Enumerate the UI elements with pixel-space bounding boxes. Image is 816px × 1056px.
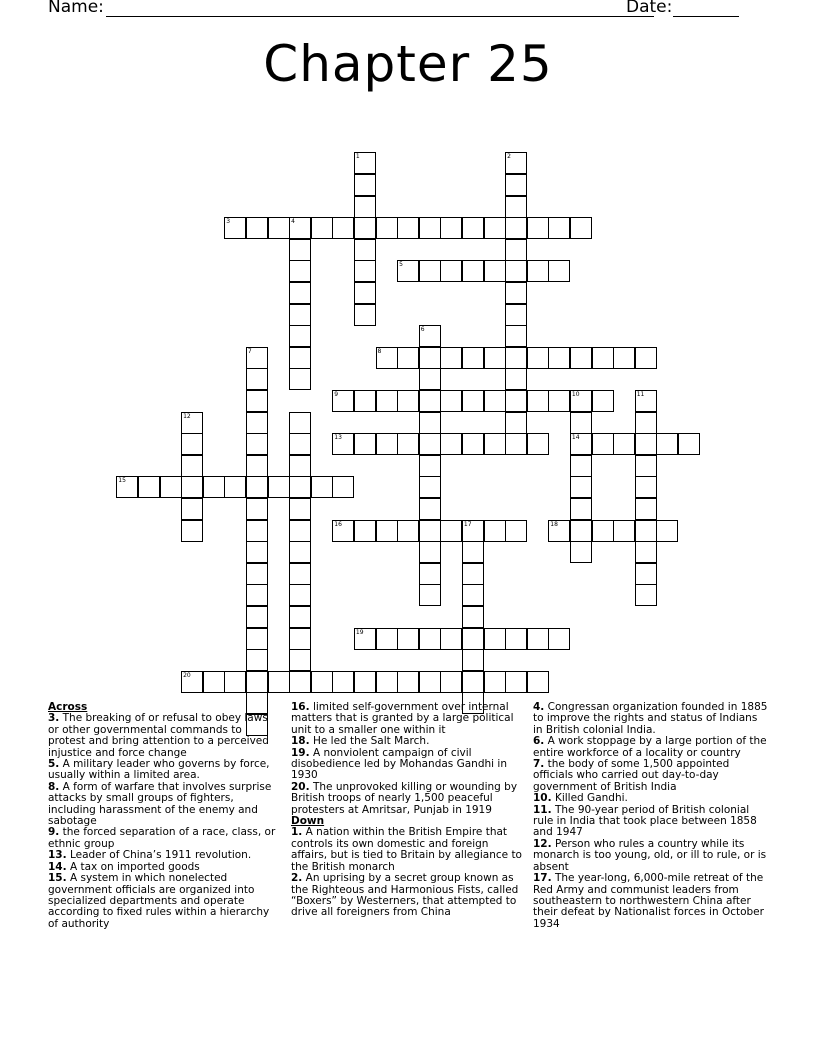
crossword-cell[interactable] bbox=[548, 628, 570, 650]
clue-text: An uprising by a secret group known as the Righteous and Harmonious Fists, called “Boxers” by Westerners, that attempted to drive all foreigners from China bbox=[291, 872, 519, 919]
clue-number-label: 7. bbox=[533, 758, 545, 771]
crossword-cell[interactable] bbox=[332, 520, 354, 542]
crossword-cell[interactable] bbox=[440, 520, 462, 542]
crossword-cell[interactable] bbox=[505, 368, 527, 390]
crossword-cell[interactable] bbox=[419, 433, 441, 455]
crossword-cell[interactable] bbox=[592, 347, 614, 369]
clue-number-label: 2. bbox=[291, 872, 303, 885]
crossword-cell[interactable] bbox=[484, 347, 506, 369]
clue-text: Congressan organization founded in 1885 to improve the rights and status of Indians in British colonial India. bbox=[533, 701, 768, 736]
crossword-cell[interactable] bbox=[462, 520, 484, 542]
clue-item bbox=[48, 873, 280, 930]
crossword-cell[interactable] bbox=[440, 260, 462, 282]
clue-number: 7 bbox=[247, 347, 252, 355]
crossword-cell[interactable] bbox=[548, 390, 570, 412]
crossword-cell[interactable] bbox=[484, 433, 506, 455]
crossword-cell[interactable] bbox=[613, 520, 635, 542]
clue-number: 3 bbox=[226, 218, 231, 226]
crossword-cell[interactable] bbox=[181, 671, 203, 693]
clue-number: 10 bbox=[571, 391, 580, 398]
clue-item bbox=[533, 702, 768, 736]
crossword-cell[interactable] bbox=[181, 520, 203, 542]
crossword-cell[interactable] bbox=[181, 412, 203, 434]
crossword-cell[interactable] bbox=[289, 239, 311, 261]
clues-column-2 bbox=[291, 702, 523, 919]
crossword-cell[interactable] bbox=[354, 520, 376, 542]
crossword-cell[interactable] bbox=[548, 217, 570, 239]
crossword-cell[interactable] bbox=[570, 541, 592, 563]
crossword-cell[interactable] bbox=[354, 239, 376, 261]
crossword-cell[interactable] bbox=[289, 368, 311, 390]
crossword-cell[interactable] bbox=[246, 649, 268, 671]
crossword-cell[interactable] bbox=[289, 563, 311, 585]
crossword-cell[interactable] bbox=[246, 628, 268, 650]
crossword-cell[interactable] bbox=[462, 563, 484, 585]
crossword-cell[interactable] bbox=[548, 520, 570, 542]
crossword-cell[interactable] bbox=[289, 347, 311, 369]
crossword-cell[interactable] bbox=[462, 606, 484, 628]
clue-text: A nation within the British Empire that controls its own domestic and foreign affairs, but is tied to Britain by allegiance to the British monarch bbox=[291, 826, 522, 873]
crossword-cell[interactable] bbox=[635, 455, 657, 477]
crossword-cell[interactable] bbox=[635, 433, 657, 455]
crossword-cell[interactable] bbox=[505, 196, 527, 218]
clue-text: A tax on imported goods bbox=[69, 860, 200, 873]
clue-number-label: 1. bbox=[291, 826, 303, 839]
crossword-cell[interactable] bbox=[419, 347, 441, 369]
crossword-cell[interactable] bbox=[203, 476, 225, 498]
crossword-cell[interactable] bbox=[462, 433, 484, 455]
clue-text: The year-long, 6,000-mile retreat of the Red Army and communist leaders from southeastern to northwestern China after their defeat by Nationalist forces in October 1934 bbox=[533, 872, 764, 930]
clues-column-3 bbox=[533, 702, 768, 930]
clue-number-label: 14. bbox=[48, 860, 67, 873]
crossword-cell[interactable] bbox=[419, 584, 441, 606]
crossword-cell[interactable] bbox=[570, 390, 592, 412]
crossword-cell[interactable] bbox=[376, 217, 398, 239]
crossword-cell[interactable] bbox=[484, 260, 506, 282]
crossword-cell[interactable] bbox=[246, 541, 268, 563]
crossword-cell[interactable] bbox=[289, 304, 311, 326]
crossword-cell[interactable] bbox=[548, 260, 570, 282]
crossword-cell[interactable] bbox=[289, 260, 311, 282]
crossword-cell[interactable] bbox=[354, 433, 376, 455]
clue-number: 14 bbox=[571, 434, 580, 442]
clue-text: A form of warfare that involves surprise attacks by small groups of fighters, including harassment of the enemy and sabotage bbox=[48, 780, 272, 828]
crossword-cell[interactable] bbox=[462, 628, 484, 650]
crossword-cell[interactable] bbox=[289, 412, 311, 434]
crossword-cell[interactable] bbox=[397, 260, 419, 282]
clue-number: 15 bbox=[118, 477, 126, 485]
clue-text: Person who rules a country while its monarch is too young, old, or ill to rule, or is absent bbox=[533, 837, 767, 873]
clues-column-1 bbox=[48, 702, 280, 930]
crossword-cell[interactable] bbox=[635, 584, 657, 606]
clue-item bbox=[533, 736, 768, 759]
crossword-cell[interactable] bbox=[440, 390, 462, 412]
crossword-cell[interactable] bbox=[440, 217, 462, 239]
crossword-cell[interactable] bbox=[505, 628, 527, 650]
clue-item bbox=[291, 782, 523, 816]
crossword-cell[interactable] bbox=[203, 671, 225, 693]
clue-number: 17 bbox=[463, 520, 472, 528]
clue-item bbox=[48, 827, 280, 850]
crossword-cell[interactable] bbox=[505, 520, 527, 542]
crossword-cell[interactable] bbox=[354, 282, 376, 304]
crossword-cell[interactable] bbox=[462, 671, 484, 693]
crossword-cell[interactable] bbox=[332, 476, 354, 498]
crossword-cell[interactable] bbox=[527, 260, 549, 282]
crossword-cell[interactable] bbox=[224, 476, 246, 498]
date-label: Date: bbox=[626, 0, 673, 17]
crossword-cell[interactable] bbox=[311, 476, 333, 498]
clue-text: The 90-year period of British colonial rule in India that took place between 1858 and 1947 bbox=[533, 803, 757, 839]
clue-text: A work stoppage by a large portion of the entire workforce of a locality or country bbox=[533, 735, 767, 759]
crossword-cell[interactable] bbox=[246, 498, 268, 520]
name-label: Name: bbox=[48, 0, 104, 17]
crossword-cell[interactable] bbox=[419, 217, 441, 239]
clue-number: 20 bbox=[183, 671, 191, 679]
clue-number-label: 6. bbox=[533, 735, 545, 748]
crossword-cell[interactable] bbox=[376, 671, 398, 693]
crossword-cell[interactable] bbox=[289, 455, 311, 477]
crossword-cell[interactable] bbox=[419, 368, 441, 390]
crossword-cell[interactable] bbox=[246, 455, 268, 477]
crossword-cell[interactable] bbox=[397, 520, 419, 542]
crossword-cell[interactable] bbox=[289, 498, 311, 520]
clue-number: 1 bbox=[355, 153, 360, 161]
clue-number: 13 bbox=[334, 434, 342, 442]
crossword-cell[interactable] bbox=[570, 520, 592, 542]
crossword-cell[interactable] bbox=[505, 152, 527, 174]
crossword-cell[interactable] bbox=[354, 628, 376, 650]
clue-text: the body of some 1,500 appointed officials who carried out day-to-day government of British India bbox=[533, 758, 730, 793]
clue-number-label: 5. bbox=[48, 758, 60, 771]
clue-number: 18 bbox=[550, 520, 558, 528]
crossword-cell[interactable] bbox=[592, 390, 614, 412]
crossword-cell[interactable] bbox=[462, 217, 484, 239]
crossword-cell[interactable] bbox=[419, 671, 441, 693]
crossword-cell[interactable] bbox=[397, 347, 419, 369]
crossword-cell[interactable] bbox=[484, 520, 506, 542]
crossword-cell[interactable] bbox=[268, 476, 290, 498]
crossword-cell[interactable] bbox=[246, 606, 268, 628]
crossword-cell[interactable] bbox=[289, 606, 311, 628]
clue-number-label: 3. bbox=[48, 712, 60, 725]
crossword-cell[interactable] bbox=[440, 628, 462, 650]
crossword-cell[interactable] bbox=[246, 390, 268, 412]
crossword-cell[interactable] bbox=[462, 649, 484, 671]
crossword-cell[interactable] bbox=[505, 282, 527, 304]
crossword-cell[interactable] bbox=[160, 476, 182, 498]
crossword-cell[interactable] bbox=[138, 476, 160, 498]
crossword-cell[interactable] bbox=[332, 433, 354, 455]
crossword-cell[interactable] bbox=[527, 390, 549, 412]
crossword-cell[interactable] bbox=[246, 563, 268, 585]
crossword-cell[interactable] bbox=[527, 217, 549, 239]
crossword-cell[interactable] bbox=[224, 217, 246, 239]
crossword-cell[interactable] bbox=[484, 671, 506, 693]
crossword-cell[interactable] bbox=[246, 412, 268, 434]
clue-item bbox=[533, 805, 768, 839]
crossword-cell[interactable] bbox=[484, 390, 506, 412]
crossword-cell[interactable] bbox=[419, 563, 441, 585]
crossword-cell[interactable] bbox=[419, 390, 441, 412]
clue-text: Leader of China’s 1911 revolution. bbox=[69, 849, 252, 862]
clue-number-label: 15. bbox=[48, 872, 67, 885]
crossword-cell[interactable] bbox=[289, 217, 311, 239]
crossword-cell[interactable] bbox=[397, 433, 419, 455]
clue-text: He led the Salt March. bbox=[312, 735, 430, 748]
crossword-cell[interactable] bbox=[656, 520, 678, 542]
crossword-cell[interactable] bbox=[635, 520, 657, 542]
crossword-cell[interactable] bbox=[289, 671, 311, 693]
crossword-cell[interactable] bbox=[376, 390, 398, 412]
crossword-cell[interactable] bbox=[419, 628, 441, 650]
crossword-cell[interactable] bbox=[181, 433, 203, 455]
crossword-cell[interactable] bbox=[268, 217, 290, 239]
crossword-cell[interactable] bbox=[462, 347, 484, 369]
crossword-cell[interactable] bbox=[289, 584, 311, 606]
crossword-cell[interactable] bbox=[570, 476, 592, 498]
crossword-cell[interactable] bbox=[246, 671, 268, 693]
crossword-cell[interactable] bbox=[419, 325, 441, 347]
clue-item bbox=[48, 782, 280, 828]
crossword-cell[interactable] bbox=[289, 541, 311, 563]
clue-item bbox=[291, 748, 523, 782]
crossword-cell[interactable] bbox=[440, 347, 462, 369]
crossword-cell[interactable] bbox=[246, 347, 268, 369]
crossword-cell[interactable] bbox=[246, 368, 268, 390]
clue-number-label: 13. bbox=[48, 849, 67, 862]
crossword-cell[interactable] bbox=[332, 671, 354, 693]
crossword-cell[interactable] bbox=[224, 671, 246, 693]
crossword-cell[interactable] bbox=[592, 520, 614, 542]
crossword-cell[interactable] bbox=[397, 217, 419, 239]
crossword-cell[interactable] bbox=[332, 390, 354, 412]
crossword-cell[interactable] bbox=[570, 455, 592, 477]
clue-text: A nonviolent campaign of civil disobedience led by Mohandas Gandhi in 1930 bbox=[291, 746, 507, 782]
clue-number: 2 bbox=[507, 153, 511, 161]
crossword-cell[interactable] bbox=[635, 412, 657, 434]
crossword-cell[interactable] bbox=[419, 260, 441, 282]
crossword-cell[interactable] bbox=[592, 433, 614, 455]
crossword-cell[interactable] bbox=[484, 628, 506, 650]
crossword-cell[interactable] bbox=[419, 476, 441, 498]
crossword-cell[interactable] bbox=[332, 217, 354, 239]
clue-number-label: 20. bbox=[291, 780, 310, 793]
crossword-cell[interactable] bbox=[570, 412, 592, 434]
crossword-cell[interactable] bbox=[570, 433, 592, 455]
clue-number-label: 10. bbox=[533, 792, 552, 805]
crossword-cell[interactable] bbox=[613, 433, 635, 455]
crossword-cell[interactable] bbox=[397, 671, 419, 693]
clue-text: Killed Gandhi. bbox=[554, 792, 628, 805]
crossword-cell[interactable] bbox=[419, 412, 441, 434]
clue-item bbox=[291, 873, 523, 919]
crossword-cell[interactable] bbox=[462, 390, 484, 412]
clue-number-label: 18. bbox=[291, 735, 310, 748]
crossword-cell[interactable] bbox=[548, 347, 570, 369]
crossword-cell[interactable] bbox=[656, 433, 678, 455]
clue-text: A military leader who governs by force, usually within a limited area. bbox=[48, 758, 270, 782]
crossword-cell[interactable] bbox=[419, 498, 441, 520]
clue-text: the forced separation of a race, class, or ethnic group bbox=[48, 826, 276, 850]
clue-item bbox=[533, 839, 768, 873]
clue-text: The unprovoked killing or wounding by British troops of nearly 1,500 peaceful protesters at Amritsar, Punjab in 1919 bbox=[291, 780, 518, 816]
crossword-cell[interactable] bbox=[419, 520, 441, 542]
crossword-cell[interactable] bbox=[397, 628, 419, 650]
page-title: Chapter 25 bbox=[263, 35, 553, 93]
crossword-cell[interactable] bbox=[505, 671, 527, 693]
crossword-cell[interactable] bbox=[505, 239, 527, 261]
clue-number: 8 bbox=[377, 347, 382, 355]
clue-number-label: 17. bbox=[533, 872, 552, 885]
crossword-cell[interactable] bbox=[246, 476, 268, 498]
clue-number: 4 bbox=[291, 218, 295, 226]
crossword-cell[interactable] bbox=[354, 196, 376, 218]
clue-number-label: 12. bbox=[533, 837, 552, 850]
crossword-cell[interactable] bbox=[181, 498, 203, 520]
crossword-cell[interactable] bbox=[419, 541, 441, 563]
crossword-cell[interactable] bbox=[484, 217, 506, 239]
clue-item bbox=[291, 702, 523, 736]
crossword-cell[interactable] bbox=[289, 649, 311, 671]
crossword-cell[interactable] bbox=[613, 347, 635, 369]
crossword-cell[interactable] bbox=[246, 584, 268, 606]
crossword-cell[interactable] bbox=[635, 347, 657, 369]
crossword-cell[interactable] bbox=[505, 412, 527, 434]
clue-number-label: 9. bbox=[48, 826, 60, 839]
crossword-cell[interactable] bbox=[505, 304, 527, 326]
crossword-cell[interactable] bbox=[462, 260, 484, 282]
crossword-cell[interactable] bbox=[354, 390, 376, 412]
clue-item bbox=[48, 759, 280, 782]
crossword-cell[interactable] bbox=[635, 390, 657, 412]
crossword-cell[interactable] bbox=[505, 390, 527, 412]
crossword-cell[interactable] bbox=[570, 498, 592, 520]
crossword-cell[interactable] bbox=[289, 433, 311, 455]
crossword-cell[interactable] bbox=[678, 433, 700, 455]
crossword-cell[interactable] bbox=[505, 325, 527, 347]
crossword-cell[interactable] bbox=[116, 476, 138, 498]
crossword-cell[interactable] bbox=[635, 563, 657, 585]
crossword-cell[interactable] bbox=[289, 325, 311, 347]
crossword-cell[interactable] bbox=[527, 347, 549, 369]
crossword-cell[interactable] bbox=[268, 671, 290, 693]
clue-number: 6 bbox=[420, 326, 425, 334]
crossword-cell[interactable] bbox=[505, 217, 527, 239]
crossword-cell[interactable] bbox=[354, 304, 376, 326]
clue-number-label: 19. bbox=[291, 746, 310, 759]
crossword-cell[interactable] bbox=[376, 347, 398, 369]
crossword-cell[interactable] bbox=[181, 476, 203, 498]
clue-number-label: 11. bbox=[533, 803, 552, 816]
crossword-cell[interactable] bbox=[289, 520, 311, 542]
clue-item bbox=[533, 759, 768, 793]
crossword-cell[interactable] bbox=[505, 260, 527, 282]
crossword-cell[interactable] bbox=[419, 455, 441, 477]
crossword-cell[interactable] bbox=[462, 584, 484, 606]
crossword-cell[interactable] bbox=[246, 433, 268, 455]
clue-item bbox=[48, 713, 280, 759]
crossword-cell[interactable] bbox=[635, 541, 657, 563]
clue-text: limited self-government over internal matters that is granted by a large political unit to a smaller one within it bbox=[291, 701, 514, 736]
clue-number: 12 bbox=[183, 412, 191, 420]
clue-text: The breaking of or refusal to obey laws or other governmental commands to protest and bring attention to a perceived injustice and force change bbox=[48, 712, 269, 759]
crossword-cell[interactable] bbox=[354, 152, 376, 174]
clue-number: 19 bbox=[355, 628, 364, 636]
crossword-cell[interactable] bbox=[505, 174, 527, 196]
crossword-cell[interactable] bbox=[505, 347, 527, 369]
crossword-cell[interactable] bbox=[527, 671, 549, 693]
clue-number: 16 bbox=[334, 520, 342, 528]
crossword-cell[interactable] bbox=[527, 628, 549, 650]
clue-number: 5 bbox=[399, 261, 403, 269]
crossword-cell[interactable] bbox=[354, 671, 376, 693]
crossword-cell[interactable] bbox=[440, 433, 462, 455]
clue-item bbox=[533, 873, 768, 930]
clue-number-label: 8. bbox=[48, 780, 60, 793]
crossword-cell[interactable] bbox=[354, 260, 376, 282]
crossword-cell[interactable] bbox=[289, 476, 311, 498]
crossword-cell[interactable] bbox=[505, 433, 527, 455]
crossword-cell[interactable] bbox=[462, 541, 484, 563]
crossword-cell[interactable] bbox=[289, 282, 311, 304]
clue-section-heading: Across bbox=[48, 701, 88, 713]
crossword-cell[interactable] bbox=[376, 520, 398, 542]
clue-number: 11 bbox=[636, 391, 645, 398]
crossword-cell[interactable] bbox=[570, 217, 592, 239]
crossword-cell[interactable] bbox=[397, 390, 419, 412]
crossword-cell[interactable] bbox=[311, 671, 333, 693]
crossword-cell[interactable] bbox=[440, 671, 462, 693]
crossword-cell[interactable] bbox=[354, 174, 376, 196]
clue-section-heading: Down bbox=[291, 815, 325, 828]
crossword-cell[interactable] bbox=[376, 433, 398, 455]
clue-number: 9 bbox=[334, 391, 339, 398]
crossword-cell[interactable] bbox=[376, 628, 398, 650]
crossword-cell[interactable] bbox=[527, 433, 549, 455]
clue-number-label: 4. bbox=[533, 701, 545, 713]
crossword-cell[interactable] bbox=[635, 498, 657, 520]
crossword-cell[interactable] bbox=[570, 347, 592, 369]
crossword-cell[interactable] bbox=[354, 217, 376, 239]
crossword-cell[interactable] bbox=[246, 520, 268, 542]
crossword-cell[interactable] bbox=[181, 455, 203, 477]
crossword-cell[interactable] bbox=[311, 217, 333, 239]
clue-text: A system in which nonelected government officials are organized into specialized departments and operate according to fixed rules within a hierarchy of authority bbox=[48, 872, 270, 930]
crossword-cell[interactable] bbox=[289, 628, 311, 650]
clue-number-label: 16. bbox=[291, 701, 310, 713]
clue-item bbox=[291, 827, 523, 873]
crossword-cell[interactable] bbox=[635, 476, 657, 498]
crossword-cell[interactable] bbox=[246, 217, 268, 239]
